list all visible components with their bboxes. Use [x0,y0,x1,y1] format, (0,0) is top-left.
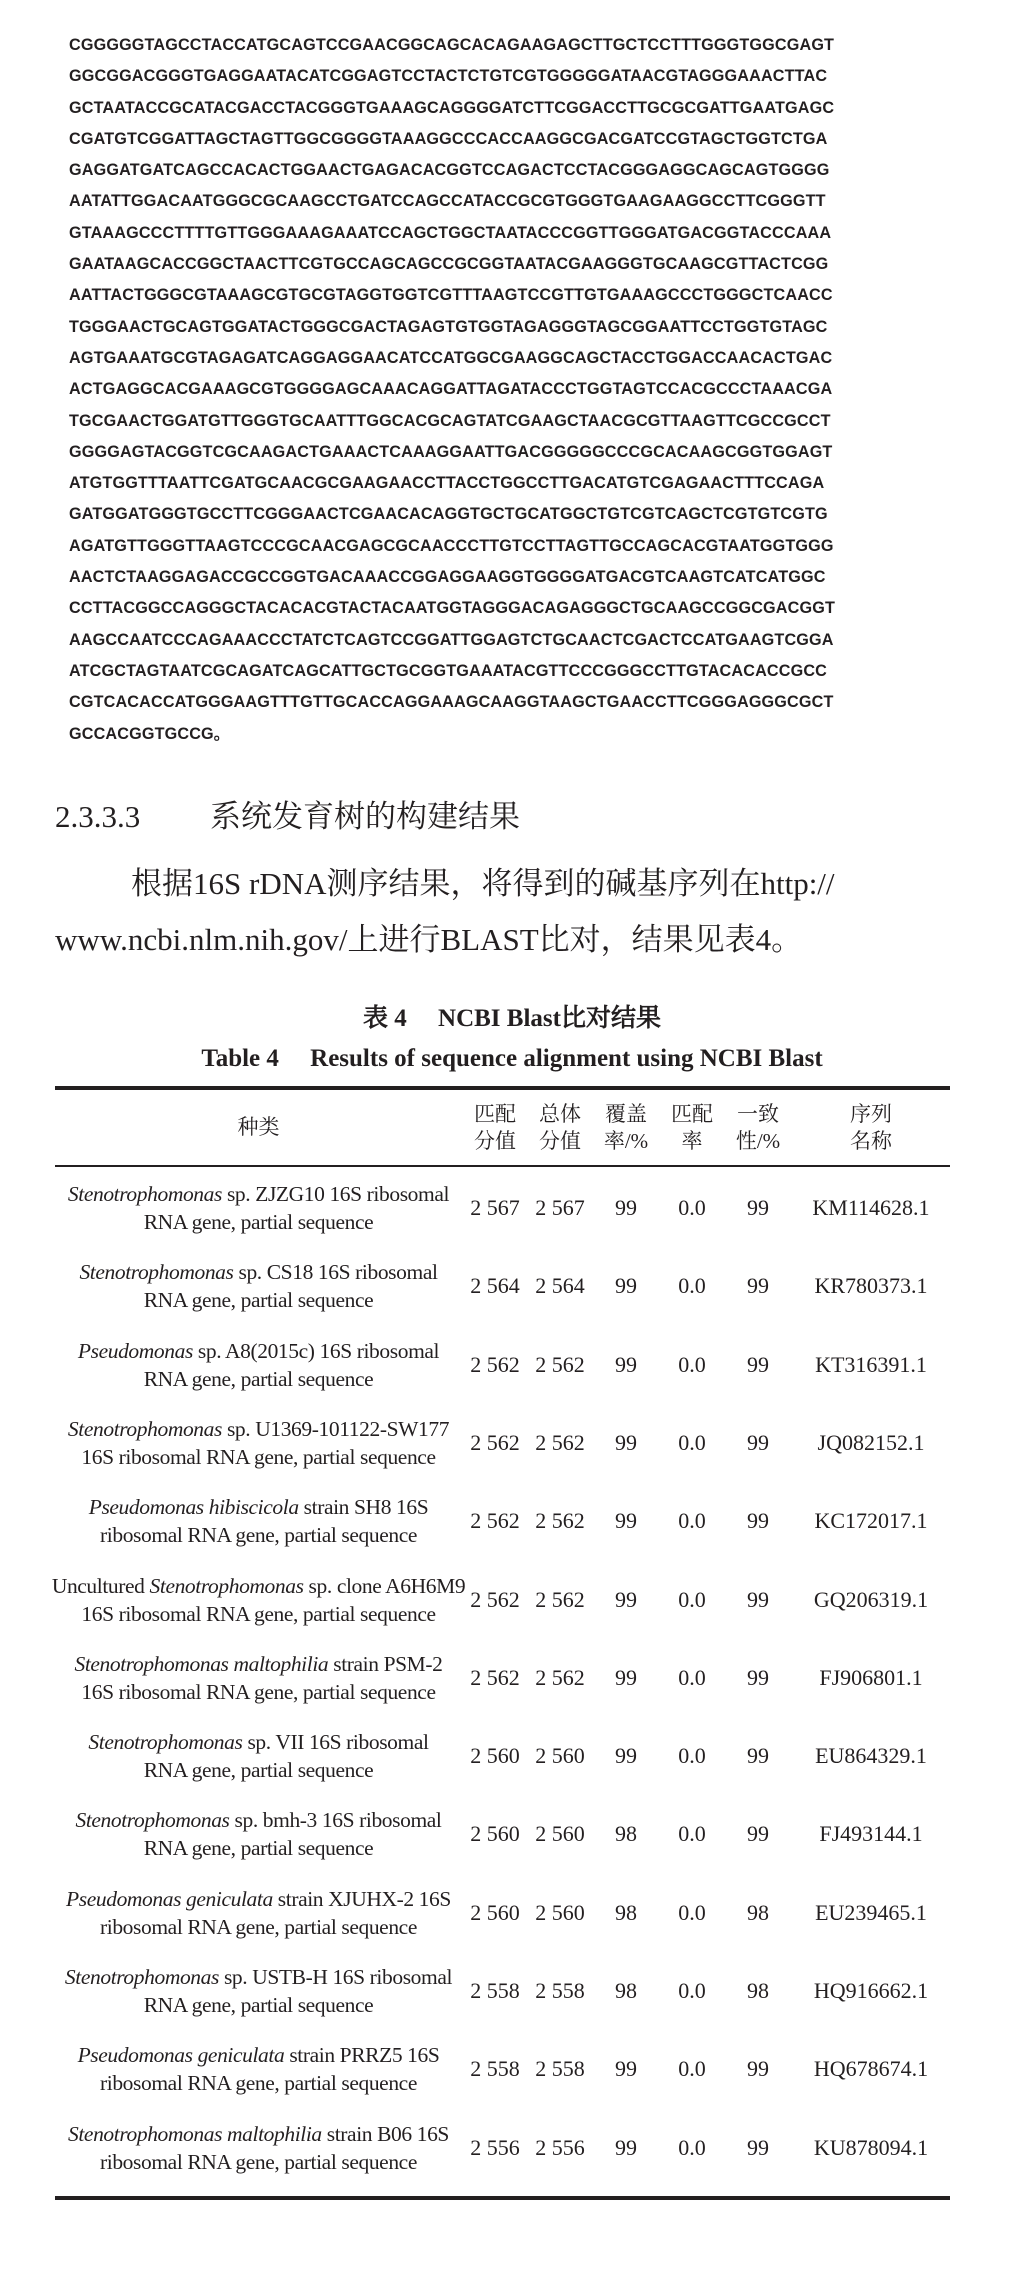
accession-cell: GQ206319.1 [813,1586,929,1612]
accession-cell: FJ906801.1 [819,1664,923,1690]
header-identity [726,1090,790,1165]
table-bottom-rule [55,2196,950,2200]
sequence-line: GATGGATGGGTGCCTTCGGGAACTCGAACACAGGTGCTGCATGGCTGTCGTCAGCTCGTGTCGTG [69,505,828,524]
table-row [55,2108,950,2187]
coverage-cell: 99 [615,1507,637,1533]
identity-cell: 99 [747,1664,769,1690]
species-line [68,1443,449,1471]
accession-cell: HQ916662.1 [813,1977,929,2003]
species-descriptor: RNA gene, partial sequence [143,1366,374,1391]
sequence-line: GCCACGGTGCCG。 [69,724,231,743]
species-descriptor: sp. ZJZG10 16S ribosomal [221,1181,450,1206]
species-descriptor: sp. A8(2015c) 16S ribosomal [192,1338,440,1363]
section-number: 2.3.3.3 [55,799,141,834]
species-cell [55,1246,462,1325]
header-species [55,1090,462,1165]
match-cell: 0.0 [678,2134,706,2160]
body-paragraph [55,856,960,968]
match-cell: 0.0 [678,1429,706,1455]
total-score-cell: 2 560 [535,1820,585,1846]
max-score-cell: 2 558 [470,1977,520,2003]
sequence-line: CCTTACGGCCAGGGCTACACACGTACTACAATGGTAGGGACAGAGGGCTGCAAGCCGGCGACGGT [69,599,835,618]
section-title: 系统发育树的构建结果 [210,799,520,834]
species-line [66,1885,451,1913]
max-score-cell: 2 562 [470,1429,520,1455]
species-cell [55,2108,462,2187]
paragraph-line: 根据16S rDNA测序结果，将得到的碱基序列在http:// [131,866,835,901]
section-heading [55,797,520,837]
max-score-cell: 2 558 [470,2055,520,2081]
species-descriptor: sp. USTB-H 16S ribosomal [218,1964,453,1989]
species-descriptor: strain SH8 16S [298,1494,429,1519]
total-score-cell: 2 558 [535,1977,585,2003]
header-text: 率 [681,1128,703,1153]
sequence-line: ACTGAGGCACGAAAGCGTGGGGAGCAAACAGGATTAGATACCCTGGTAGTCCACGCCCTAAACGA [69,380,833,399]
species-genus: Stenotrophomonas [67,1416,222,1441]
species-genus: Pseudomonas hibiscicola [88,1494,299,1519]
species-descriptor: sp. clone A6H6M9 [303,1573,466,1598]
identity-cell: 98 [747,1899,769,1925]
species-descriptor: RNA gene, partial sequence [143,1287,374,1312]
identity-cell: 99 [747,1742,769,1768]
species-line [88,1756,428,1784]
species-cell [55,1168,462,1247]
species-cell [55,1716,462,1795]
sequence-line: AAGCCAATCCCAGAAACCCTATCTCAGTCCGGATTGGAGTCTGCAACTCGACTCCATGAAGTCGGA [69,630,834,649]
table-row [51,1560,950,1639]
sequence-line: CGTCACACCATGGGAAGTTTGTTGCACCAGGAAAGCAAGGTAAGCTGAACCTTCGGGAGGGCGCT [69,693,834,712]
species-line [75,1834,441,1862]
species-line [68,1415,449,1443]
species-genus: Stenotrophomonas [149,1573,304,1598]
coverage-cell: 99 [615,1586,637,1612]
sequence-line: GGGGAGTACGGTCGCAAGACTGAAACTCAAAGGAATTGACGGGGGCCCGCACAAGCGGTGGAGT [69,442,833,461]
total-score-cell: 2 567 [535,1194,585,1220]
species-genus: Pseudomonas geniculata [66,1886,273,1911]
match-cell: 0.0 [678,1351,706,1377]
sequence-line: AGATGTTGGGTTAAGTCCCGCAACGAGCGCAACCCTTGTCCTTAGTTGCCAGCACGTAATGGTGGG [69,536,834,555]
species-genus: Stenotrophomonas [79,1259,234,1284]
header-accession [792,1090,950,1165]
header-match-rate [660,1090,724,1165]
sequence-line: GGCGGACGGGTGAGGAATACATCGGAGTCCTACTCTGTCGTGGGGGATAACGTAGGGAAACTTAC [69,67,828,86]
coverage-cell: 99 [615,1742,637,1768]
species-line [66,1913,451,1941]
table-caption-english: Table 4 Results of sequence alignment using NCBI Blast [201,1045,823,1072]
sequence-line: ATGTGGTTTAATTCGATGCAACGCGAAGAACCTTACCTGGCCTTGACATGTCGAGAACTTTCCAGA [69,474,825,493]
accession-cell: HQ678674.1 [813,2055,929,2081]
species-line [78,2041,440,2069]
accession-cell: EU864329.1 [815,1742,927,1768]
species-genus: Stenotrophomonas [75,1807,230,1832]
species-line [65,1963,452,1991]
species-line [74,1678,442,1706]
total-score-cell: 2 560 [535,1899,585,1925]
species-line [78,1365,439,1393]
table-row [55,1873,950,1952]
header-text: 总体 [539,1101,581,1126]
total-score-cell: 2 562 [535,1586,585,1612]
sequence-line: AATTACTGGGCGTAAAGCGTGCGTAGGTGGTCGTTTAAGTCCGTTGTGAAAGCCCTGGGCTCAACC [69,286,833,305]
identity-cell: 99 [747,1272,769,1298]
accession-cell: JQ082152.1 [817,1429,925,1455]
species-line [78,2069,440,2097]
species-descriptor: sp. VII 16S ribosomal [242,1729,429,1754]
sequence-line: GCTAATACCGCATACGACCTACGGGTGAAAGCAGGGGATCTTCGGACCTTGCGCGATTGAATGAGC [69,98,835,117]
species-descriptor: sp. bmh-3 16S ribosomal [229,1807,442,1832]
total-score-cell: 2 564 [535,1272,585,1298]
table-row [55,1638,950,1717]
species-descriptor: strain PSM-2 [328,1651,443,1676]
sequence-line: TGGGAACTGCAGTGGATACTGGGCGACTAGAGTGTGGTAGAGGGTAGCGGAATTCCTGGTGTAGC [69,317,828,336]
species-cell [55,1638,462,1717]
header-text: 性/% [735,1128,781,1153]
match-cell: 0.0 [678,1194,706,1220]
species-descriptor: RNA gene, partial sequence [143,1835,374,1860]
species-descriptor: 16S ribosomal RNA gene, partial sequence [81,1679,436,1704]
total-score-cell: 2 558 [535,2055,585,2081]
species-genus: Stenotrophomonas [88,1729,243,1754]
sequence-line: ATCGCTAGTAATCGCAGATCAGCATTGCTGCGGTGAAATACGTTCCCGGGCCTTGTACACACCGCC [69,661,828,680]
accession-cell: KC172017.1 [814,1507,928,1533]
species-line [78,1337,439,1365]
coverage-cell: 99 [615,1194,637,1220]
max-score-cell: 2 560 [470,1899,520,1925]
table-header-rule [55,1165,950,1167]
table-row [55,1951,950,2030]
max-score-cell: 2 556 [470,2134,520,2160]
identity-cell: 99 [747,1820,769,1846]
species-line [74,1650,442,1678]
match-cell: 0.0 [678,1977,706,2003]
species-cell [55,1325,462,1404]
species-descriptor: RNA gene, partial sequence [143,1757,374,1782]
header-text: 分值 [539,1128,581,1153]
identity-cell: 98 [747,1977,769,2003]
species-cell [55,2029,462,2108]
table-row [55,1794,950,1873]
table-header [55,1090,950,1165]
sequence-line: GTAAAGCCCTTTTGTTGGGAAAGAAATCCAGCTGGCTAATACCCGGTTGGGATGACGGTACCCAAA [69,223,832,242]
species-line [52,1600,465,1628]
species-genus: Stenotrophomonas [64,1964,219,1989]
max-score-cell: 2 560 [470,1820,520,1846]
max-score-cell: 2 562 [470,1586,520,1612]
max-score-cell: 2 562 [470,1507,520,1533]
paragraph-line: www.ncbi.nlm.nih.gov/上进行BLAST比对，结果见表4。 [55,922,803,957]
sequence-line: AACTCTAAGGAGACCGCCGGTGACAAACCGGAGGAAGGTGGGGATGACGTCAAGTCATCATGGC [69,568,826,587]
coverage-cell: 99 [615,1429,637,1455]
coverage-cell: 99 [615,1351,637,1377]
match-cell: 0.0 [678,1507,706,1533]
sequence-line: TGCGAACTGGATGTTGGGTGCAATTTGGCACGCAGTATCGAAGCTAACGCGTTAAGTTCGCCGCCT [69,411,831,430]
dna-sequence-block [69,30,949,750]
accession-cell: EU239465.1 [815,1899,927,1925]
species-descriptor: sp. U1369-101122-SW177 [221,1416,450,1441]
species-cell [55,1481,462,1560]
species-cell [55,1403,462,1482]
coverage-cell: 98 [615,1820,637,1846]
identity-cell: 99 [747,1351,769,1377]
species-line [68,2148,449,2176]
max-score-cell: 2 562 [470,1351,520,1377]
match-cell: 0.0 [678,1586,706,1612]
species-line [89,1521,429,1549]
species-genus: Stenotrophomonas [67,1181,222,1206]
coverage-cell: 99 [615,2134,637,2160]
header-text: 序列 [850,1101,892,1126]
species-cell [55,1873,462,1952]
header-text: 率/% [603,1128,649,1153]
max-score-cell: 2 564 [470,1272,520,1298]
coverage-cell: 99 [615,1664,637,1690]
coverage-cell: 99 [615,2055,637,2081]
match-cell: 0.0 [678,1664,706,1690]
table-row [55,2029,950,2108]
table-row [55,1168,950,1247]
table-row [55,1716,950,1795]
species-descriptor: strain PRRZ5 16S [284,2042,440,2067]
sequence-line: AGTGAAATGCGTAGAGATCAGGAGGAACATCCATGGCGAAGGCAGCTACCTGGACCAACACTGAC [69,348,833,367]
identity-cell: 99 [747,2134,769,2160]
species-line [52,1572,465,1600]
species-genus: Stenotrophomonas maltophilia [68,2121,322,2146]
species-genus: Pseudomonas geniculata [77,2042,285,2067]
accession-cell: KR780373.1 [814,1272,928,1298]
species-cell [55,1794,462,1873]
species-prefix: Uncultured [51,1573,150,1598]
sequence-line: CGGGGGTAGCCTACCATGCAGTCCGAACGGCAGCACAGAAGAGCTTGCTCCTTTGGGTGGCGAGT [69,36,835,54]
table-row [55,1481,950,1560]
species-descriptor: 16S ribosomal RNA gene, partial sequence [81,1601,436,1626]
match-cell: 0.0 [678,1742,706,1768]
accession-cell: FJ493144.1 [819,1820,923,1846]
header-text: 名称 [850,1128,892,1153]
coverage-cell: 98 [615,1899,637,1925]
total-score-cell: 2 562 [535,1351,585,1377]
header-text: 匹配 [671,1101,713,1126]
identity-cell: 99 [747,1429,769,1455]
species-descriptor: RNA gene, partial sequence [143,1209,374,1234]
accession-cell: KT316391.1 [815,1351,927,1377]
total-score-cell: 2 562 [535,1507,585,1533]
header-coverage [594,1090,658,1165]
match-cell: 0.0 [678,1820,706,1846]
coverage-cell: 99 [615,1272,637,1298]
species-line [65,1991,452,2019]
species-descriptor: ribosomal RNA gene, partial sequence [100,1522,417,1547]
sequence-line: GAGGATGATCAGCCACACTGGAACTGAGACACGGTCCAGACTCCTACGGGAGGCAGCAGTGGGG [69,161,830,180]
identity-cell: 99 [747,1194,769,1220]
match-cell: 0.0 [678,1899,706,1925]
header-max-score [464,1090,526,1165]
species-line [68,1180,449,1208]
match-cell: 0.0 [678,1272,706,1298]
species-descriptor: strain XJUHX-2 16S [272,1886,451,1911]
match-cell: 0.0 [678,2055,706,2081]
species-line [68,2120,449,2148]
species-genus: Pseudomonas [77,1338,193,1363]
identity-cell: 99 [747,2055,769,2081]
coverage-cell: 98 [615,1977,637,2003]
species-genus: Stenotrophomonas maltophilia [74,1651,329,1676]
header-total-score [528,1090,592,1165]
species-descriptor: sp. CS18 16S ribosomal [233,1259,438,1284]
species-line [75,1806,441,1834]
table-row [55,1403,950,1482]
total-score-cell: 2 556 [535,2134,585,2160]
species-descriptor: 16S ribosomal RNA gene, partial sequence [81,1444,436,1469]
identity-cell: 99 [747,1586,769,1612]
species-line [88,1728,428,1756]
species-cell [55,1951,462,2030]
total-score-cell: 2 562 [535,1664,585,1690]
header-text: 一致 [736,1101,779,1126]
table-caption-chinese: 表 4 NCBI Blast比对结果 [363,1005,661,1032]
sequence-line: CGATGTCGGATTAGCTAGTTGGCGGGGTAAAGGCCCACCAAGGCGACGATCCGTAGCTGGTCTGA [69,129,828,148]
accession-cell: KU878094.1 [813,2134,929,2160]
table-row [55,1325,950,1404]
header-text: 种类 [237,1115,280,1139]
header-text: 匹配 [474,1101,516,1126]
species-line [79,1258,437,1286]
table-row [55,1246,950,1325]
total-score-cell: 2 560 [535,1742,585,1768]
species-line [79,1286,437,1314]
species-line [68,1208,449,1236]
species-line [89,1493,429,1521]
species-descriptor: strain B06 16S [321,2121,449,2146]
sequence-line: AATATTGGACAATGGGCGCAAGCCTGATCCAGCCATACCGCGTGGGTGAAGAAGGCCTTCGGGTT [69,192,826,211]
species-descriptor: ribosomal RNA gene, partial sequence [100,2070,417,2095]
species-descriptor: ribosomal RNA gene, partial sequence [100,1914,417,1939]
max-score-cell: 2 562 [470,1664,520,1690]
header-text: 分值 [474,1128,516,1153]
accession-cell: KM114628.1 [812,1194,930,1220]
max-score-cell: 2 567 [470,1194,520,1220]
identity-cell: 99 [747,1507,769,1533]
max-score-cell: 2 560 [470,1742,520,1768]
species-descriptor: RNA gene, partial sequence [143,1992,374,2017]
sequence-line: GAATAAGCACCGGCTAACTTCGTGCCAGCAGCCGCGGTAATACGAAGGGTGCAAGCGTTACTCGG [69,255,829,274]
header-text: 覆盖 [604,1101,647,1126]
total-score-cell: 2 562 [535,1429,585,1455]
species-cell [51,1560,466,1639]
species-descriptor: ribosomal RNA gene, partial sequence [100,2149,417,2174]
